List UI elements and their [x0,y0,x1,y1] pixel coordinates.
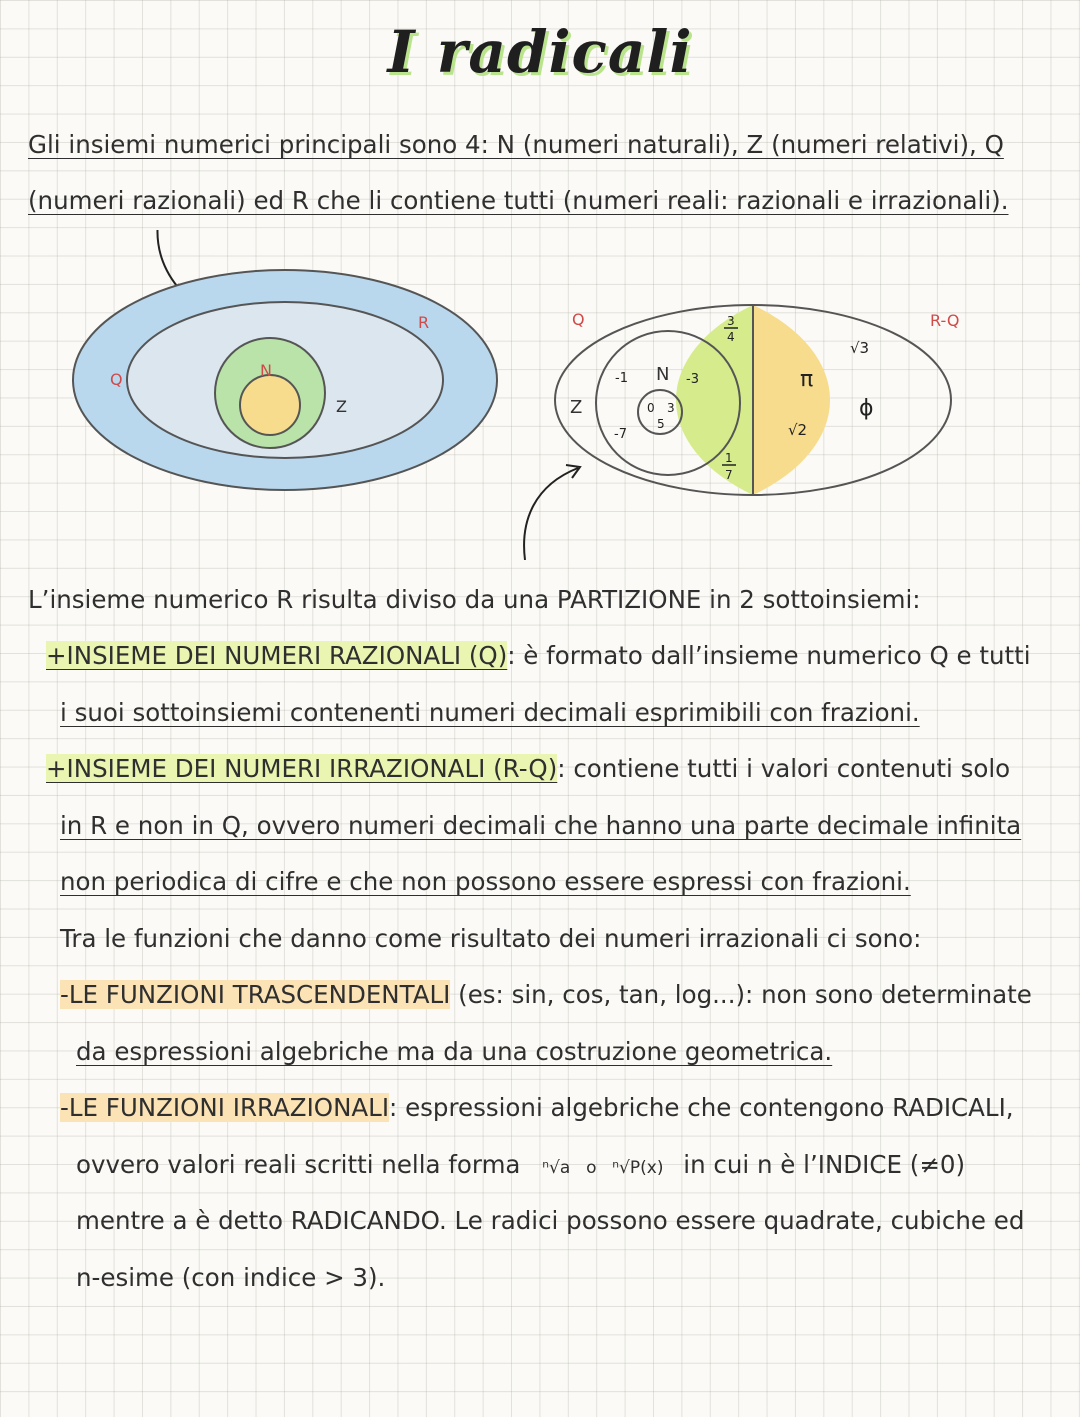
irrational-line-3: non periodica di cifre e che non possono essere espressi con frazioni. [60,867,911,896]
left-label-Q: Q [110,370,123,389]
irr-line-4: n-esime (con indice > 3). [76,1263,386,1292]
right-label-RQ: R-Q [930,311,960,330]
left-label-R: R [418,313,430,332]
neg-one: -1 [615,371,628,386]
right-set-RQ-half [753,305,830,495]
venn-diagrams [0,230,1080,560]
trans-term: -LE FUNZIONI TRASCENDENTALI [60,980,451,1009]
intro-line-2: (numeri razionali) ed R che li contiene tutti (numeri reali: razionali e irrazionali). [28,186,1009,215]
left-label-Z: Z [336,397,347,416]
inner-three: 3 [667,401,675,415]
intro-line-1: Gli insiemi numerici principali sono 4: N (numeri naturali), Z (numeri relativi), Q [28,130,1004,159]
left-label-N: N [260,361,272,380]
irr-line-1 [60,1093,1014,1123]
trans-line-1 [60,980,1032,1010]
page-title: I radicali [387,18,693,86]
sqrt3-symbol: √3 [850,339,870,357]
left-set-N [240,375,300,435]
irr-line-2 [76,1150,965,1183]
arrow-right [524,468,578,560]
inner-zero: 0 [647,401,655,415]
irrational-line-2: in R e non in Q, ovvero numeri decimali che hanno una parte decimale infinita [60,811,1022,840]
right-label-N: N [656,364,670,385]
radical-form-2: ⁿ√P(x) [612,1158,664,1178]
radical-or: o [586,1158,597,1178]
neg-seven: -7 [614,427,627,442]
irrational-line-1 [46,754,1010,784]
irrational-text-1: : contiene tutti i valori contenuti solo [557,754,1011,783]
frac-bot-den: 7 [725,468,733,482]
irr-line-3: mentre a è detto RADICANDO. Le radici possono essere quadrate, cubiche ed [76,1206,1025,1235]
rational-text-1: : è formato dall’insieme numerico Q e tutti [507,641,1031,670]
rational-term: +INSIEME DEI NUMERI RAZIONALI (Q) [46,641,508,670]
sqrt2-symbol: √2 [788,421,808,439]
pi-symbol: π [800,367,814,392]
phi-symbol: ϕ [859,396,874,421]
rational-line-2: i suoi sottoinsiemi contenenti numeri decimali esprimibili con frazioni. [60,698,920,727]
neg-three: -3 [686,372,699,387]
right-label-Z: Z [570,397,583,418]
irr-text-2a: ovvero valori reali scritti nella forma [76,1150,521,1179]
inner-five: 5 [657,417,665,431]
partition-heading: L’insieme numerico R risulta diviso da una PARTIZIONE in 2 sottoinsiemi: [28,585,921,614]
irr-text-2b: in cui n è l’INDICE (≠0) [683,1150,966,1179]
frac-bot-num: 1 [725,451,733,465]
right-label-Q: Q [572,310,585,329]
irrational-term: +INSIEME DEI NUMERI IRRAZIONALI (R-Q) [46,754,558,783]
rational-line-1 [46,641,1031,671]
frac-top-den: 4 [727,330,735,344]
irr-term: -LE FUNZIONI IRRAZIONALI [60,1093,390,1122]
irr-text-1: : espressioni algebriche che contengono RADICALI, [389,1093,1014,1122]
trans-line-2: da espressioni algebriche ma da una costruzione geometrica. [76,1037,833,1066]
radical-form-1: ⁿ√a [542,1158,571,1178]
functions-intro: Tra le funzioni che danno come risultato dei numeri irrazionali ci sono: [60,924,922,953]
trans-text-1: (es: sin, cos, tan, log...): non sono determinate [450,980,1032,1009]
frac-top-num: 3 [727,314,735,328]
